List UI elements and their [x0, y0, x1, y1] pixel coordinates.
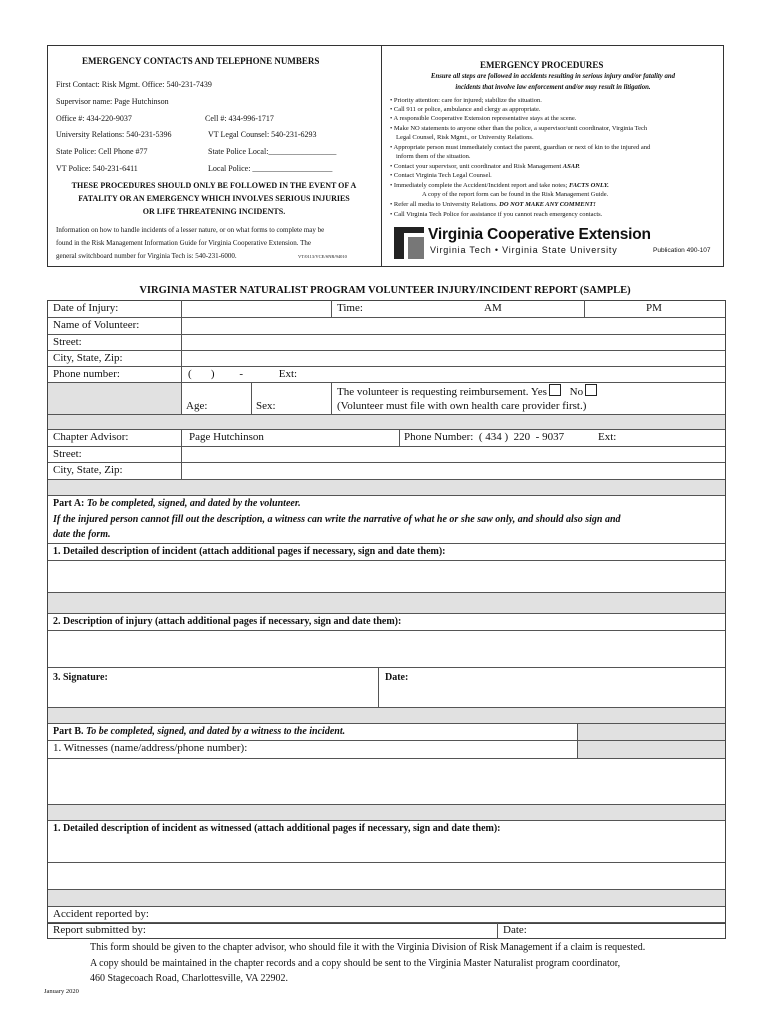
- label-advisor-street: Street:: [53, 448, 82, 460]
- procedure-item: [390, 182, 609, 189]
- q1-incident-description: 1. Detailed description of incident (attach additional pages if necessary, sign and date them):: [53, 546, 446, 557]
- footer-line-3: 460 Stagecoach Road, Charlottesville, VA 22902.: [90, 973, 288, 984]
- label-volunteer-name: Name of Volunteer:: [53, 319, 140, 331]
- q1-answer-field[interactable]: [48, 561, 725, 592]
- part-b-label: Part B.: [53, 726, 87, 737]
- vce-logo-subtitle: Virginia Tech • Virginia State University: [430, 245, 618, 255]
- spacer-row: [48, 708, 725, 723]
- procedure-item: • Appropriate person must immediately contact the parent, guardian or next of kin to the injured and: [390, 144, 651, 151]
- submitted-date-label: Date:: [503, 924, 527, 936]
- part-a-label: Part A:: [53, 498, 87, 509]
- footer-line-1: This form should be given to the chapter advisor, who should file it with the Virginia Division of Risk Management if a claim is requested.: [90, 942, 646, 953]
- yes-checkbox[interactable]: [549, 384, 561, 396]
- procedure-emphasis: ASAP.: [562, 163, 580, 170]
- am-option[interactable]: AM: [484, 302, 502, 314]
- q2-answer-field[interactable]: [48, 631, 725, 667]
- procedure-item: • Contact Virginia Tech Legal Counsel.: [390, 172, 492, 179]
- q2-injury-description: 2. Description of injury (attach additional pages if necessary, sign and date them):: [53, 616, 402, 627]
- publication-number: Publication 490-107: [653, 247, 711, 254]
- contacts-heading: EMERGENCY CONTACTS AND TELEPHONE NUMBERS: [82, 56, 320, 66]
- q3-signature-label: 3. Signature:: [53, 672, 108, 683]
- spacer-row: [48, 415, 725, 429]
- witnesses-field[interactable]: [48, 759, 725, 804]
- reimbursement-question: [337, 384, 597, 398]
- label-date-of-injury: Date of Injury:: [53, 302, 119, 314]
- vt-police: VT Police: 540-231-6411: [56, 164, 138, 173]
- procedure-item: [390, 201, 596, 208]
- label-age: Age:: [186, 400, 208, 412]
- witness-description-label: 1. Detailed description of incident as witnessed (attach additional pages if necessary, sign and date them):: [53, 823, 501, 834]
- label-advisor-city: City, State, Zip:: [53, 464, 123, 476]
- vce-logo-mark: [394, 227, 424, 259]
- procedure-item: • Call 911 or police, ambulance and clergy as appropriate.: [390, 106, 541, 113]
- phone-field[interactable]: ( ) - Ext:: [188, 368, 298, 380]
- advisor-ext: Ext:: [598, 431, 617, 443]
- spacer-row: [48, 890, 725, 906]
- volunteer-name-field[interactable]: [182, 318, 725, 334]
- label-shade: [48, 383, 181, 414]
- vt-legal-counsel: VT Legal Counsel: 540-231-6293: [208, 130, 317, 139]
- procedures-subheading-1: Ensure all steps are followed in accidents resulting in serious injury and/or fatality and: [430, 73, 676, 80]
- footer-line-2: A copy should be maintained in the chapter records and a copy should be sent to the Virginia Master Naturalist program coordinator,: [90, 958, 621, 969]
- no-checkbox[interactable]: [585, 384, 597, 396]
- witnesses-label: 1. Witnesses (name/address/phone number):: [53, 742, 248, 754]
- submitted-by-label: Report submitted by:: [53, 924, 146, 936]
- procedure-item: • Call Virginia Tech Police for assistance if you cannot reach emergency contacts.: [390, 211, 603, 218]
- no-label: No: [569, 386, 584, 398]
- reimbursement-note: (Volunteer must file with own health care provider first.): [337, 400, 587, 412]
- procedures-heading: EMERGENCY PROCEDURES: [480, 60, 604, 70]
- spacer-row: [48, 805, 725, 820]
- part-a-note-2: date the form.: [53, 529, 111, 540]
- procedure-item-cont: Legal Counsel, Risk Mgmt., or University Relations.: [396, 134, 534, 141]
- info-line-2: found in the Risk Management Information Guide for Virginia Cooperative Extension. The: [56, 239, 312, 247]
- reported-by-label: Accident reported by:: [53, 908, 149, 920]
- procedure-text: • Immediately complete the Accident/Incident report and take notes;: [390, 182, 569, 189]
- cell-number: Cell #: 434-996-1717: [205, 114, 274, 123]
- part-b-heading: [53, 726, 345, 737]
- witness-description-field[interactable]: [48, 863, 725, 889]
- procedure-emphasis: DO NOT MAKE ANY COMMENT!: [499, 201, 596, 208]
- info-line-1: Information on how to handle incidents of a lesser nature, or on what forms to complete may be: [56, 226, 325, 234]
- city-field[interactable]: [182, 351, 725, 366]
- label-city: City, State, Zip:: [53, 352, 123, 364]
- procedure-item-cont: inform them of the situation.: [396, 153, 471, 160]
- procedures-subheading-2: incidents that involve law enforcement and/or may result in litigation.: [455, 84, 651, 91]
- signature-field[interactable]: [120, 668, 378, 707]
- procedure-item: • Make NO statements to anyone other than the police, a supervisor/unit coordinator, Virginia Tech: [390, 125, 648, 132]
- state-police-cell: State Police: Cell Phone #77: [56, 147, 148, 156]
- q3-date-label: Date:: [385, 672, 409, 683]
- label-street: Street:: [53, 336, 82, 348]
- part-a-note-1: If the injured person cannot fill out the description, a witness can write the narrative of what he or she saw only, and should also sign and: [53, 514, 621, 525]
- advisor-street-field[interactable]: [182, 447, 725, 462]
- part-a-heading: [53, 498, 301, 509]
- office-number: Office #: 434-220-9037: [56, 114, 132, 123]
- reimbursement-text: The volunteer is requesting reimbursement. Yes: [337, 386, 547, 398]
- date-of-injury-field[interactable]: [182, 301, 331, 317]
- street-field[interactable]: [182, 335, 725, 350]
- warning-line-2: FATALITY OR AN EMERGENCY WHICH INVOLVES SERIOUS INJURIES: [78, 194, 350, 203]
- procedure-text: • Refer all media to University Relations.: [390, 201, 500, 208]
- local-police: Local Police: ____________________: [208, 164, 333, 173]
- part-b-instruction: To be completed, signed, and dated by a witness to the incident.: [86, 726, 346, 737]
- advisor-name: Page Hutchinson: [189, 431, 264, 443]
- date-stamp: January 2020: [44, 988, 79, 995]
- part-b-shade: [578, 724, 725, 758]
- procedure-item: [390, 163, 580, 170]
- supervisor-name: Supervisor name: Page Hutchinson: [56, 97, 169, 106]
- spacer-row: [48, 480, 725, 495]
- info-line-3: general switchboard number for Virginia Tech is: 540-231-6000.: [56, 252, 237, 260]
- university-relations: University Relations: 540-231-5396: [56, 130, 172, 139]
- pm-option[interactable]: PM: [646, 302, 662, 314]
- procedure-item-cont: A copy of the report form can be found in the Risk Management Guide.: [422, 191, 609, 198]
- warning-line-3: OR LIFE THREATENING INCIDENTS.: [142, 207, 286, 216]
- header-divider: [381, 45, 382, 267]
- advisor-phone: Phone Number: ( 434 ) 220 - 9037: [404, 431, 565, 443]
- spacer-row: [48, 593, 725, 613]
- procedure-item: • Priority attention: care for injured; stabilize the situation.: [390, 97, 542, 104]
- vce-logo-title: Virginia Cooperative Extension: [428, 226, 651, 243]
- procedure-item: • A responsible Cooperative Extension representative stays at the scene.: [390, 115, 577, 122]
- warning-line-1: THESE PROCEDURES SHOULD ONLY BE FOLLOWED IN THE EVENT OF A: [71, 181, 357, 190]
- advisor-city-field[interactable]: [182, 463, 725, 479]
- form-code: VT/0113/VCE/SNR/94010: [298, 254, 347, 259]
- label-time: Time:: [337, 302, 363, 314]
- form-title: VIRGINIA MASTER NATURALIST PROGRAM VOLUNTEER INJURY/INCIDENT REPORT (SAMPLE): [139, 285, 631, 296]
- part-a-instruction: To be completed, signed, and dated by the volunteer.: [86, 498, 301, 509]
- procedure-text: • Contact your supervisor, unit coordinator and Risk Management: [390, 163, 563, 170]
- label-phone: Phone number:: [53, 368, 120, 380]
- state-police-local: State Police Local:_________________: [208, 147, 337, 156]
- procedure-emphasis: FACTS ONLY.: [568, 182, 609, 189]
- label-sex: Sex:: [256, 400, 276, 412]
- label-chapter-advisor: Chapter Advisor:: [53, 431, 129, 443]
- first-contact: First Contact: Risk Mgmt. Office: 540-231-7439: [56, 80, 212, 89]
